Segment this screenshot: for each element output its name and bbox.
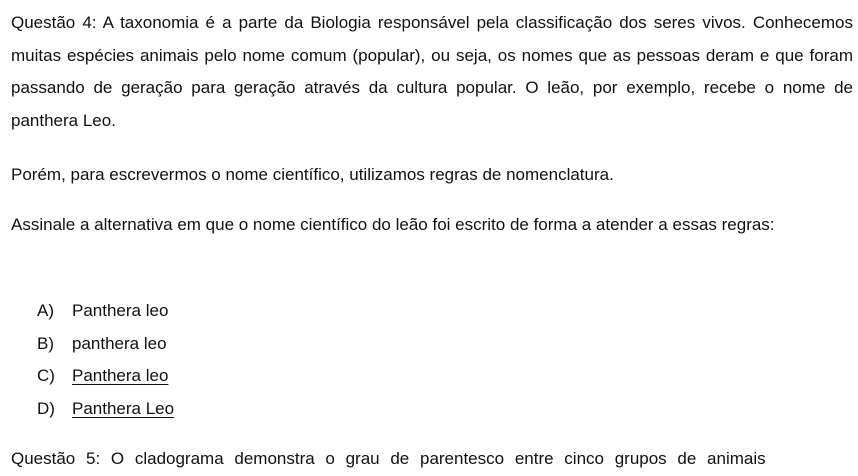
option-c[interactable] bbox=[37, 360, 174, 393]
option-d-letter: D) bbox=[37, 398, 55, 418]
option-c-text: Panthera leo bbox=[72, 366, 169, 385]
question-4-prompt: Assinale a alternativa em que o nome científico do leão foi escrito de forma a atender a essas regras: bbox=[11, 215, 775, 234]
question-4-context: Porém, para escrevermos o nome científico, utilizamos regras de nomenclatura. bbox=[11, 165, 614, 184]
question-5-statement: Questão 5: O cladograma demonstra o grau de parentesco entre cinco grupos de animais bbox=[11, 449, 766, 468]
option-c-letter: C) bbox=[37, 366, 55, 385]
answer-options bbox=[37, 295, 174, 425]
question-4-statement: Questão 4: A taxonomia é a parte da Biologia responsável pela classificação dos seres vivos. Conhecemos muitas espécies animais pelo nome comum (popular), ou seja, os nomes que as pessoas deram e que foram passando de geração para geração através da cultura popular. O leão, por exemplo, recebe o nome de panthera Leo. bbox=[11, 13, 853, 130]
option-d[interactable] bbox=[37, 393, 174, 426]
option-a-text: Panthera leo bbox=[72, 301, 169, 320]
option-b-text: panthera leo bbox=[72, 333, 167, 353]
option-b-letter: B) bbox=[37, 333, 54, 353]
option-a[interactable] bbox=[37, 295, 174, 328]
option-a-letter: A) bbox=[37, 301, 54, 320]
option-b[interactable] bbox=[37, 328, 174, 361]
option-d-text: Panthera Leo bbox=[72, 398, 175, 418]
